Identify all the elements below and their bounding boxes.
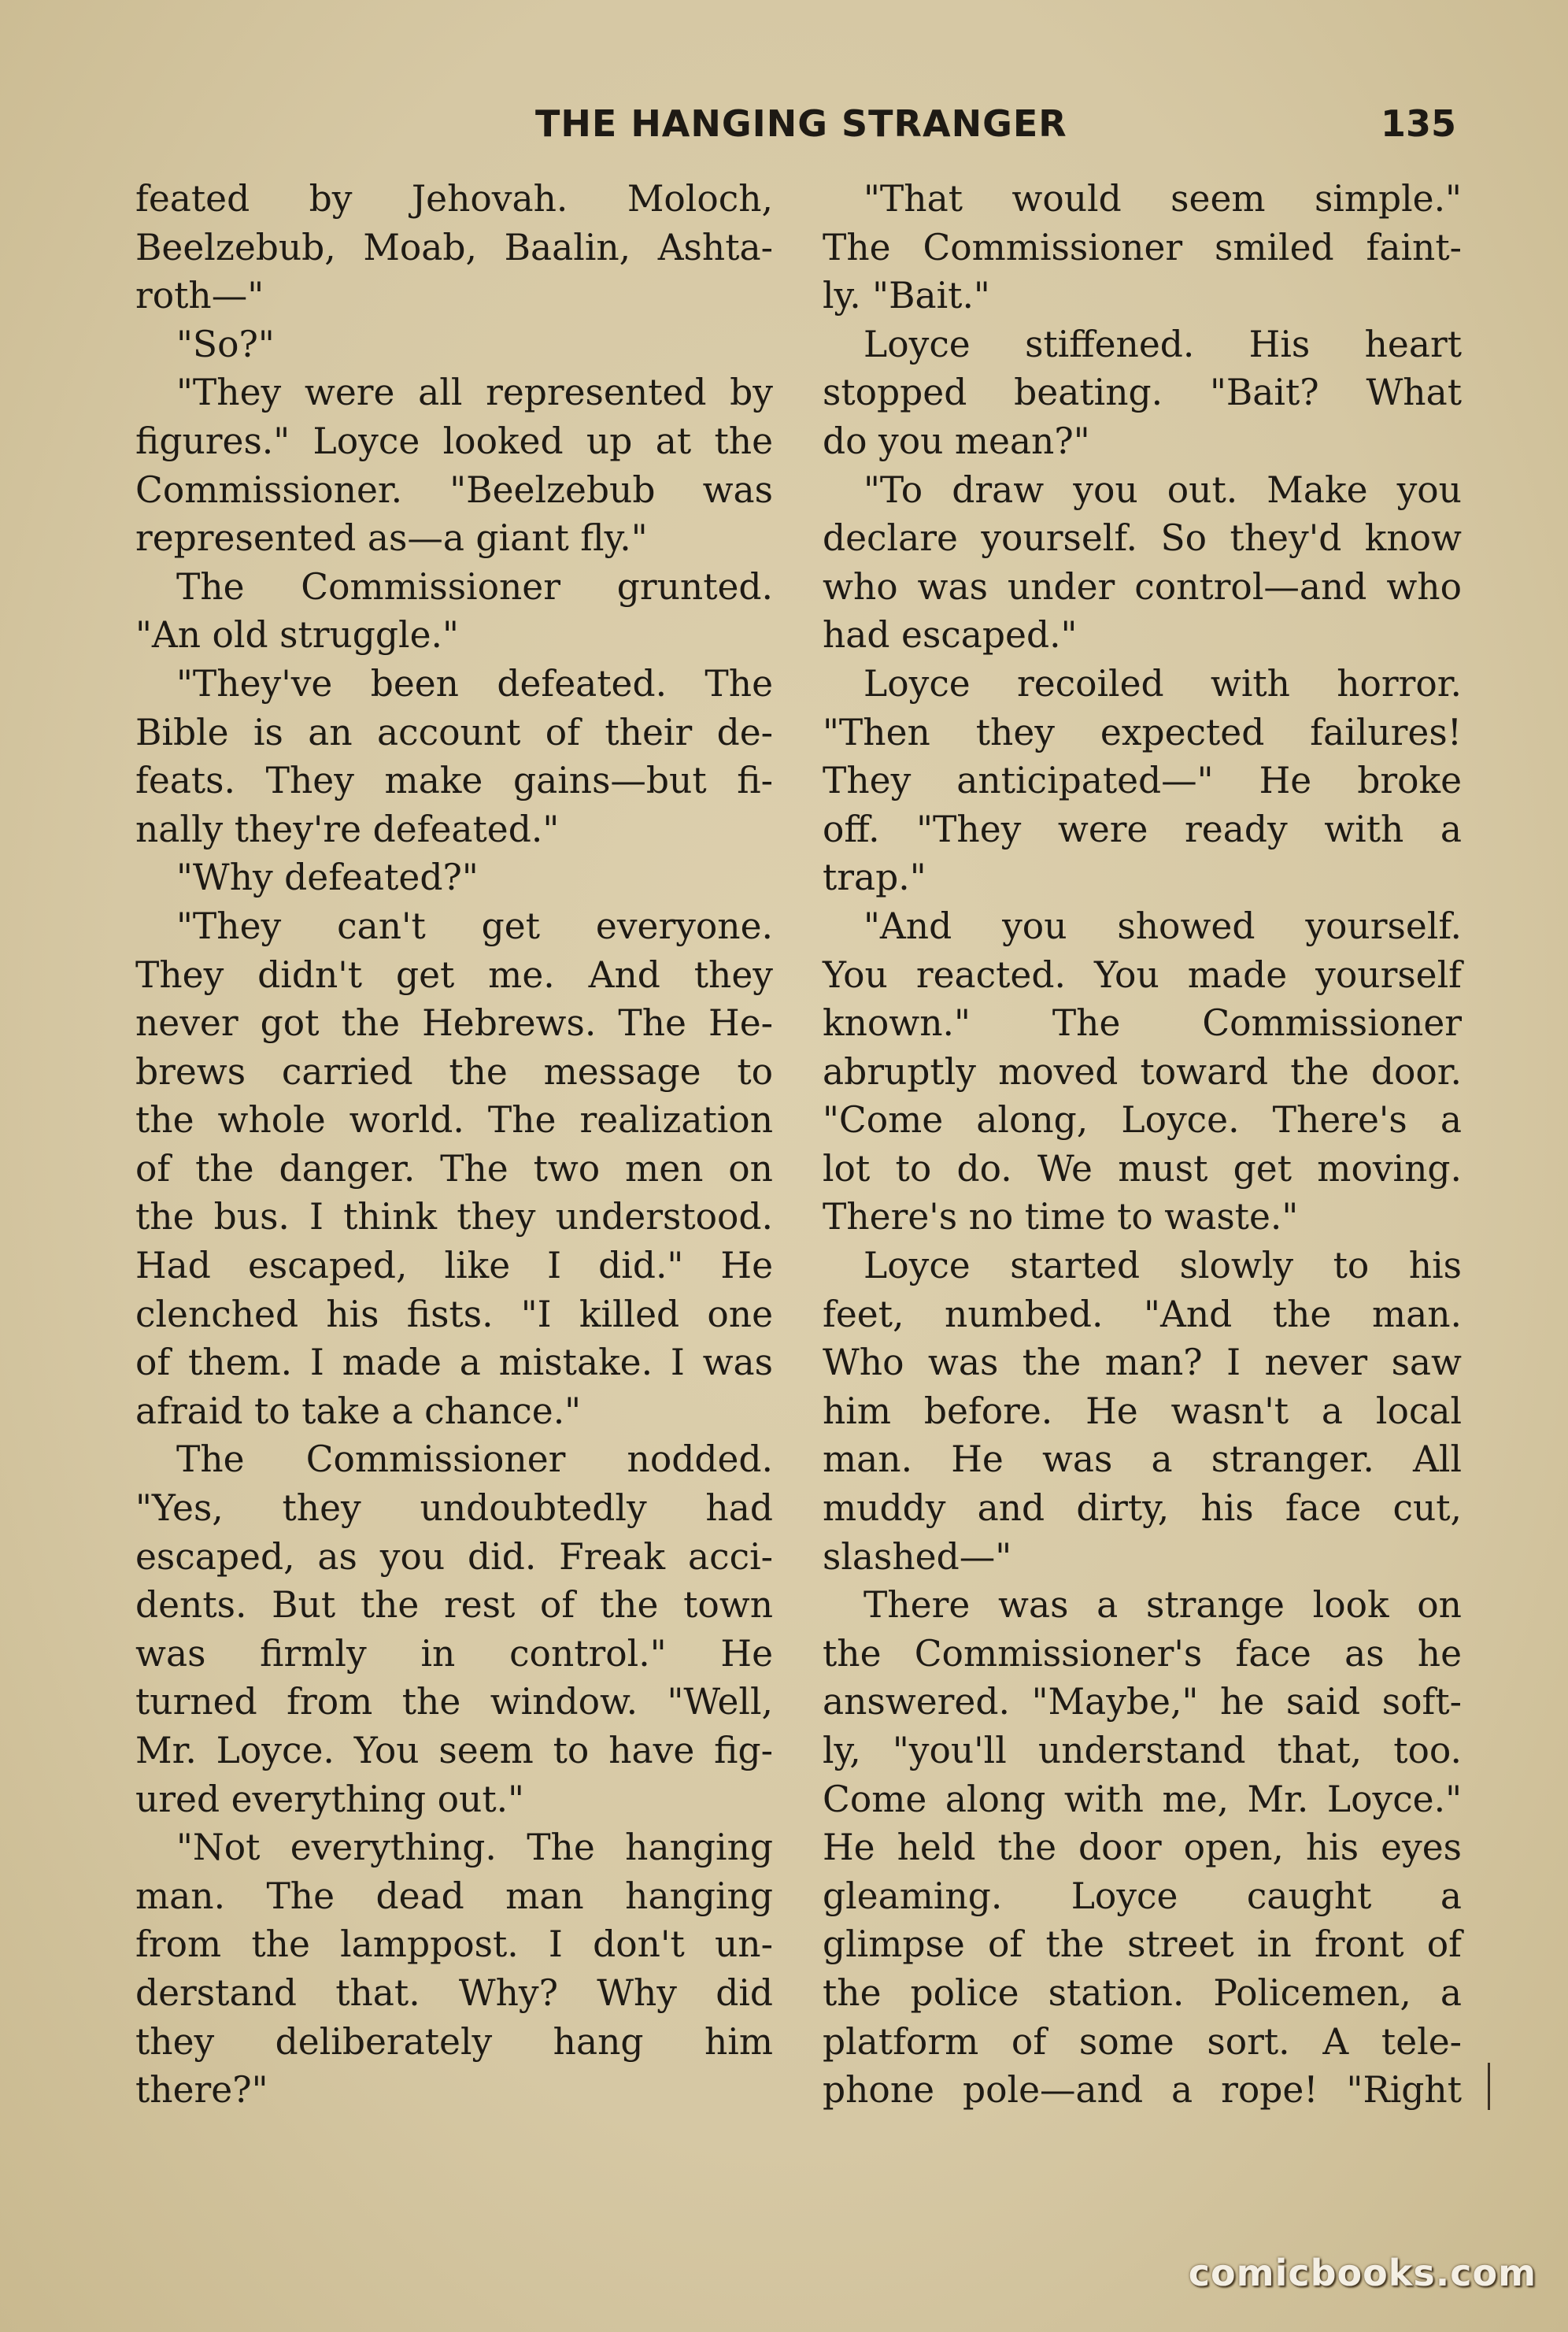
text-line: brews carried the message to (135, 1050, 773, 1093)
text-line: stopped beating. "Bait? What (823, 372, 1462, 414)
text-line: the Commissioner's face as he (823, 1632, 1462, 1675)
text-line: Loyce stiffened. His heart (864, 323, 1462, 365)
text-line: the bus. I think they understood. (135, 1196, 773, 1238)
text-line: man. The dead man hanging (135, 1875, 773, 1917)
text-line: clenched his fists. "I killed one (135, 1293, 773, 1335)
text-line: gleaming. Loyce caught a (823, 1875, 1462, 1917)
text-line: There's no time to waste." (823, 1196, 1299, 1238)
text-line: phone pole—and a rope! "Right (823, 2069, 1462, 2112)
text-line: Who was the man? I never saw (823, 1342, 1462, 1384)
text-line: dents. But the rest of the town (135, 1584, 773, 1627)
running-header (134, 102, 1456, 165)
text-line: Loyce recoiled with horror. (864, 662, 1462, 705)
text-line: Mr. Loyce. You seem to have fig- (135, 1730, 773, 1771)
text-line: "And you showed yourself. (864, 905, 1462, 947)
text-line: turned from the window. "Well, (135, 1681, 773, 1723)
text-line: Had escaped, like I did." He (135, 1245, 773, 1287)
text-line: The Commissioner nodded. (176, 1438, 773, 1481)
text-line: of the danger. The two men on (135, 1147, 773, 1190)
text-line: "Not everything. The hanging (176, 1827, 773, 1869)
text-line: represented as—a giant fly." (135, 517, 648, 560)
page-number: 135 (1380, 102, 1456, 145)
margin-mark (1488, 2063, 1490, 2110)
text-line: known." The Commissioner (823, 1002, 1462, 1045)
text-line: the police station. Policemen, a (823, 1971, 1462, 2014)
text-line: "That would seem simple." (864, 178, 1462, 220)
text-line: Bible is an account of their de- (135, 711, 773, 753)
text-line: glimpse of the street in front of (823, 1923, 1462, 1966)
text-line: derstand that. Why? Why did (135, 1971, 773, 2014)
text-line: "Come along, Loyce. There's a (823, 1099, 1462, 1142)
text-line: ly, "you'll understand that, too. (823, 1730, 1462, 1771)
text-line: there?" (135, 2069, 268, 2112)
text-column-right (823, 175, 1462, 2115)
text-line: nally they're defeated." (135, 808, 560, 850)
text-line: answered. "Maybe," he said soft- (823, 1681, 1462, 1723)
text-line: was firmly in control." He (135, 1632, 773, 1675)
text-line: Loyce started slowly to his (864, 1245, 1462, 1287)
text-line: The Commissioner grunted. (176, 565, 773, 608)
text-line: The Commissioner smiled faint- (823, 226, 1462, 268)
text-line: "Yes, they undoubtedly had (135, 1487, 773, 1530)
text-line: the whole world. The realization (135, 1099, 773, 1142)
text-line: of them. I made a mistake. I was (135, 1342, 773, 1384)
running-title: THE HANGING STRANGER (535, 102, 1067, 145)
text-line: declare yourself. So they'd know (823, 517, 1462, 560)
text-line: "An old struggle." (135, 614, 459, 657)
text-line: They didn't get me. And they (135, 953, 773, 996)
text-line: had escaped." (823, 614, 1078, 657)
text-line: abruptly moved toward the door. (823, 1050, 1462, 1093)
text-line: lot to do. We must get moving. (823, 1147, 1462, 1190)
text-line: "They can't get everyone. (176, 905, 773, 947)
text-line: Come along with me, Mr. Loyce." (823, 1778, 1462, 1820)
text-line: they deliberately hang him (135, 2020, 773, 2063)
text-line: do you mean?" (823, 420, 1090, 462)
text-line: man. He was a stranger. All (823, 1438, 1462, 1481)
text-line: "Then they expected failures! (823, 711, 1462, 753)
text-line: They anticipated—" He broke (823, 760, 1462, 802)
text-column-left (135, 175, 773, 2115)
text-line: platform of some sort. A tele- (823, 2020, 1462, 2063)
text-line: He held the door open, his eyes (823, 1827, 1462, 1869)
text-line: muddy and dirty, his face cut, (823, 1487, 1462, 1530)
site-watermark: comicbooks.com (1188, 2252, 1537, 2294)
text-line: figures." Loyce looked up at the (135, 420, 773, 462)
text-line: "They were all represented by (176, 372, 773, 414)
text-line: feats. They make gains—but fi- (135, 760, 773, 802)
text-line: "Why defeated?" (176, 857, 479, 899)
text-line: "To draw you out. Make you (864, 468, 1462, 511)
text-line: "So?" (176, 323, 275, 365)
text-line: You reacted. You made yourself (823, 953, 1462, 996)
text-line: escaped, as you did. Freak acci- (135, 1535, 773, 1578)
text-line: feated by Jehovah. Moloch, (135, 178, 773, 220)
text-line: ly. "Bait." (823, 275, 990, 317)
text-line: Commissioner. "Beelzebub was (135, 468, 773, 511)
text-line: roth—" (135, 275, 264, 317)
text-line: slashed—" (823, 1535, 1012, 1578)
text-line: never got the Hebrews. The He- (135, 1002, 773, 1045)
text-line: feet, numbed. "And the man. (823, 1293, 1462, 1335)
text-line: trap." (823, 857, 926, 899)
text-line: Beelzebub, Moab, Baalin, Ashta- (135, 226, 773, 268)
text-line: from the lamppost. I don't un- (135, 1923, 773, 1966)
text-line: "They've been defeated. The (176, 662, 773, 705)
text-line: There was a strange look on (864, 1584, 1462, 1627)
text-line: ured everything out." (135, 1778, 524, 1820)
text-line: who was under control—and who (823, 565, 1462, 608)
text-line: off. "They were ready with a (823, 808, 1462, 850)
text-line: afraid to take a chance." (135, 1390, 582, 1432)
text-line: him before. He wasn't a local (823, 1390, 1462, 1432)
